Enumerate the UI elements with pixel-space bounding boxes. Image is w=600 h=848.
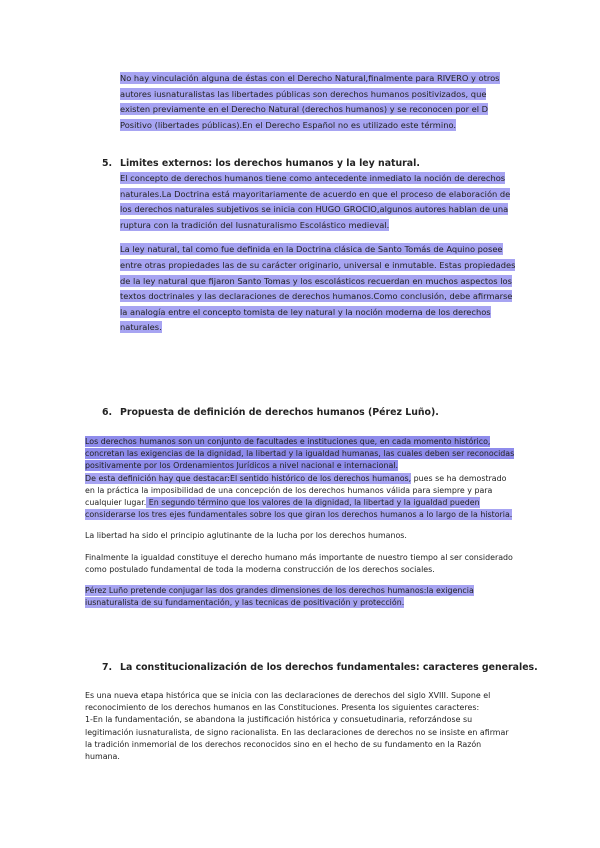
section-6-body (85, 436, 517, 609)
plain-text: 1-En la fundamentación, se abandona la justificación histórica y consuetudinaria, reforzándose su legitimación iusnaturalista, de signo racionalista. En las declaraciones de derechos no se insiste en afirmar la tradición inmemorial de los derechos reconocidos sino en el hecho de su fundamento en la Razón humana. (85, 715, 509, 762)
section-5-heading (102, 158, 420, 169)
section-number: 6. (102, 407, 113, 418)
plain-text: pues se ha demostrado en la práctica la imposibilidad de una concepción de los derechos humanos válida para siempre y para cualquier lugar. (85, 473, 507, 508)
section-title: La constitucionalización de los derechos fundamentales: caracteres generales. (120, 662, 538, 673)
section-title: Propuesta de definición de derechos humanos (Pérez Luño). (120, 407, 439, 418)
plain-text: Es una nueva etapa histórica que se inicia con las declaraciones de derechos del siglo XVIII. Supone el reconocimiento de los derechos humanos en las Constituciones. Presenta los siguientes caracteres: (85, 691, 491, 713)
section-number: 7. (102, 662, 113, 673)
highlighted-text: El concepto de derechos humanos tiene como antecedente inmediato la noción de derechos naturales.La Doctrina está mayoritariamente de acuerdo en que el proceso de elaboración de los derechos naturales subjetivos se inicia con HUGO GROCIO,algunos autores hablan de una ruptura con la tradición del Iusnaturalismo Escolástico medieval. (120, 173, 511, 230)
highlighted-text: La ley natural, tal como fue definida en la Doctrina clásica de Santo Tomás de Aquino posee entre otras propiedades las de su carácter originario, universal e inmutable. Estas propiedades de la ley natural que fijaron Santo Tomas y los escolásticos recuerdan en muchos aspectos los textos doctrinales y las declaraciones de derechos humanos.Como conclusión, debe afirmarse la analogía entre el concepto tomista de ley natural y la noción moderna de los derechos naturales. (120, 244, 516, 333)
highlighted-text: Pérez Luño pretende conjugar las dos grandes dimensiones de los derechos humanos:la exigencia iusnaturalista de su fundamentación, y las tecnicas de positivación y protección. (85, 586, 474, 608)
highlighted-text: De esta definición hay que destacar:El sentido histórico de los derechos humanos, (85, 473, 412, 483)
highlighted-text: En segundo término que los valores de la dignidad, la libertad y la igualdad pueden considerarse los tres ejes fundamentales sobre los que giran los derechos humanos a lo largo de la historia. (85, 498, 513, 520)
plain-text: Finalmente la igualdad constituye el derecho humano más importante de nuestro tiempo al ser considerado como postulado fundamental de toda la moderna construcción de los derechos sociales. (85, 552, 513, 574)
section-7-heading (102, 662, 538, 673)
paragraph-public-liberties (120, 71, 515, 133)
section-number: 5. (102, 158, 113, 169)
plain-text: La libertad ha sido el principio aglutinante de la lucha por los derechos humanos. (85, 531, 407, 541)
section-7-body (85, 690, 517, 763)
section-title: Limites externos: los derechos humanos y la ley natural. (120, 158, 420, 169)
section-5-body (120, 171, 520, 336)
highlighted-text: Los derechos humanos son un conjunto de facultades e instituciones que, en cada momento histórico, concretan las exigencias de la dignidad, la libertad y la igualdad humanas, las cuales deben ser reconocidas positivamente por los Ordenamientos Jurídicos a nivel nacional e internacional. (85, 437, 515, 471)
highlighted-text: No hay vinculación alguna de éstas con el Derecho Natural,finalmente para RIVERO y otros autores iusnaturalistas las libertades públicas son derechos humanos positivizados, que existen previamente en el Derecho Natural (derechos humanos) y se reconocen por el D Positivo (libertades públicas).En el Derecho Español no es utilizado este término. (120, 73, 500, 130)
section-6-heading (102, 407, 439, 418)
